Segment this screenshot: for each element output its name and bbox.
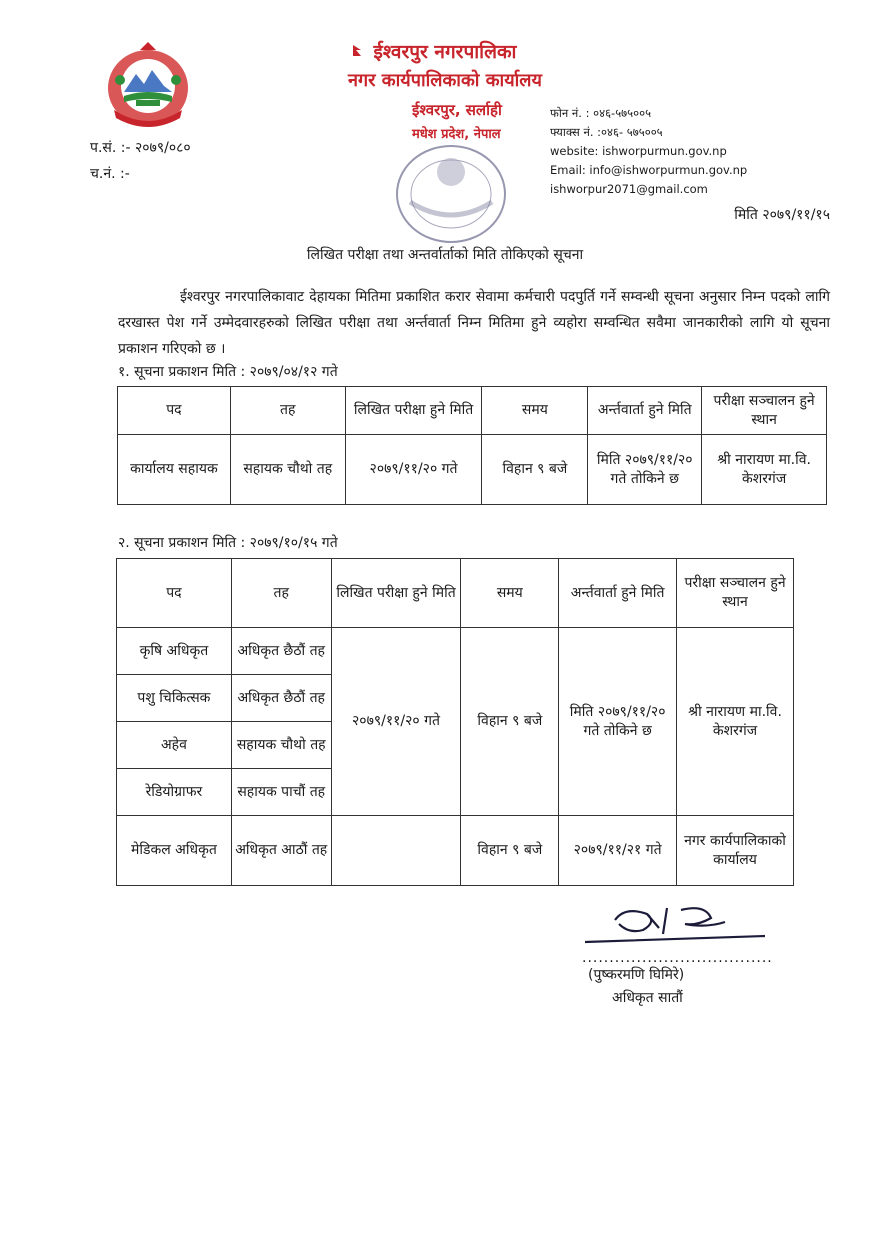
contact-email: Email: info@ishworpurmun.gov.np (550, 163, 748, 177)
header-cell: परीक्षा सञ्चालन हुने स्थान (677, 559, 794, 628)
signature-image (585, 900, 775, 950)
header-cell: पद (118, 387, 231, 435)
post-cell: रेडियोग्राफर (117, 769, 232, 816)
header-cell: अर्न्तवार्ता हुने मिति (559, 559, 677, 628)
notice-paragraph: ईश्वरपुर नगरपालिकावाट देहायका मितिमा प्रकाशित करार सेवामा कर्मचारी पदपुर्ति गर्ने सम्वन्धी सूचना अनुसार निम्न पदको लागि दरखास्त पेश गर्ने उम्मेदवारहरुको लिखित परीक्षा तथा अर्न्तवार्ता निम्न मितिमा हुने व्यहोरा सम्वन्धित सवैमा जानकारीको लागि यो सूचना प्रकाशन गरिएको छ । (118, 289, 830, 357)
level-cell: अधिकृत छैठौं तह (231, 628, 331, 675)
contact-fax: फ्याक्स नं. :०४६- ५७५००५ (550, 125, 663, 139)
level-cell: अधिकृत आठौं तह (231, 816, 331, 886)
section1-table (117, 386, 827, 505)
header-cell: परीक्षा सञ्चालन हुने स्थान (702, 387, 827, 435)
exam-date-cell: २०७९/११/२० गते (345, 435, 482, 505)
level-cell: सहायक चौथो तह (230, 435, 345, 505)
venue-cell: श्री नारायण मा.वि. केशरगंज (702, 435, 827, 505)
header-cell: लिखित परीक्षा हुने मिति (345, 387, 482, 435)
issue-date: मिति २०७९/११/१५ (734, 207, 830, 223)
header-cell: तह (230, 387, 345, 435)
table-header-row (117, 559, 794, 628)
header-cell: लिखित परीक्षा हुने मिति (331, 559, 461, 628)
signatory-post: अधिकृत सातौं (612, 990, 683, 1006)
municipality-name: ईश्वरपुर नगरपालिका (373, 41, 517, 63)
header-cell: अर्न्तवार्ता हुने मिति (588, 387, 702, 435)
office-province: मधेश प्रदेश, नेपाल (412, 127, 501, 142)
post-cell: कार्यालय सहायक (118, 435, 231, 505)
time-cell: विहान ९ बजे (482, 435, 588, 505)
venue-cell: नगर कार्यपालिकाको कार्यालय (677, 816, 794, 886)
table-row (118, 435, 827, 505)
exam-date-cell: २०७९/११/२० गते (331, 628, 461, 816)
level-cell: सहायक चौथो तह (231, 722, 331, 769)
table-row (117, 816, 794, 886)
contact-block (550, 104, 747, 199)
section2-heading: २. सूचना प्रकाशन मिति : २०७९/१०/१५ गते (118, 535, 338, 551)
letter-number: प.सं. :- २०७९/०८० (90, 140, 191, 156)
exam-date-cell (331, 816, 461, 886)
post-cell: कृषि अधिकृत (117, 628, 232, 675)
table-header-row (118, 387, 827, 435)
level-cell: सहायक पाचौं तह (231, 769, 331, 816)
section1-heading: १. सूचना प्रकाशन मिति : २०७९/०४/१२ गते (118, 364, 338, 380)
office-stamp (392, 142, 510, 247)
header-cell: तह (231, 559, 331, 628)
contact-gmail: ishworpur2071@gmail.com (550, 182, 708, 196)
contact-phone: फोन नं. : ०४६-५७५००५ (550, 106, 652, 120)
header-cell: समय (461, 559, 559, 628)
office-address: ईश्वरपुर, सर्लाही (412, 101, 502, 119)
interview-date-cell: २०७९/११/२१ गते (559, 816, 677, 886)
signature-line: ................................... (582, 950, 773, 966)
office-name: नगर कार्यपालिकाको कार्यालय (348, 70, 542, 91)
contact-website: website: ishworpurmun.gov.np (550, 144, 727, 158)
post-cell: पशु चिकित्सक (117, 675, 232, 722)
level-cell: अधिकृत छैठौं तह (231, 675, 331, 722)
signatory-name: (पुष्करमणि घिमिरे) (588, 967, 685, 983)
notice-title: लिखित परीक्षा तथा अन्तर्वार्ताको मिति तोकिएको सूचना (306, 247, 584, 263)
table-row (117, 628, 794, 675)
time-cell: विहान ९ बजे (461, 628, 559, 816)
venue-cell: श्री नारायण मा.वि. केशरगंज (677, 628, 794, 816)
time-cell: विहान ९ बजे (461, 816, 559, 886)
header-cell: समय (482, 387, 588, 435)
post-cell: मेडिकल अधिकृत (117, 816, 232, 886)
reference-block (90, 135, 191, 187)
interview-date-cell: मिति २०७९/११/२० गते तोकिने छ (559, 628, 677, 816)
header-cell: पद (117, 559, 232, 628)
dispatch-number: च.नं. :- (90, 166, 130, 182)
post-cell: अहेव (117, 722, 232, 769)
section2-table (116, 558, 794, 886)
interview-date-cell: मिति २०७९/११/२० गते तोकिने छ (588, 435, 702, 505)
